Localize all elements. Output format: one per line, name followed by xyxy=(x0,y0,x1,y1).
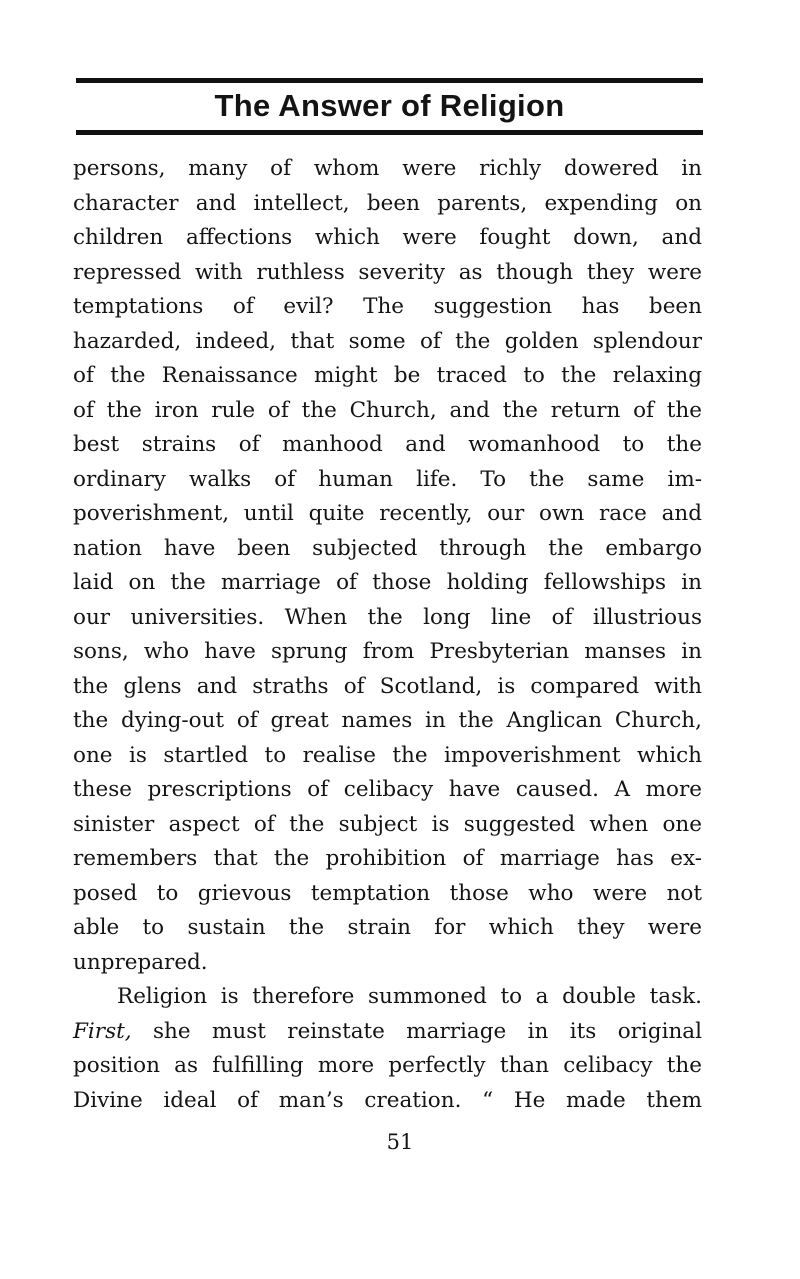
text-span: she must reinstate marriage in its original xyxy=(131,1018,702,1044)
text-line xyxy=(73,1015,702,1050)
running-head: The Answer of Religion xyxy=(214,88,565,123)
text-line: these prescriptions of celibacy have caused. A more xyxy=(73,777,702,802)
text-line: poverishment, until quite recently, our own race and xyxy=(73,501,702,526)
header-rule-top xyxy=(76,78,703,83)
text-line: of the iron rule of the Church, and the return of the xyxy=(73,397,702,423)
text-line: position as fulfilling more perfectly than celibacy the xyxy=(73,1053,702,1078)
page-number: 51 xyxy=(386,1130,414,1154)
text-line: Divine ideal of man’s creation. “ He made them xyxy=(73,1087,702,1113)
text-line: nation have been subjected through the embargo xyxy=(73,535,702,561)
text-line: best strains of manhood and womanhood to the xyxy=(73,432,702,457)
text-line: laid on the marriage of those holding fellowships in xyxy=(73,570,702,595)
text-line: posed to grievous temptation those who were not xyxy=(73,880,702,906)
text-line: our universities. When the long line of illustrious xyxy=(73,604,702,630)
text-line: unprepared. xyxy=(73,949,208,975)
text-line: the dying-out of great names in the Anglican Church, xyxy=(73,708,702,733)
text-line: temptations of evil? The suggestion has been xyxy=(73,294,702,319)
header-rule-bottom xyxy=(76,130,703,135)
text-line: repressed with ruthless severity as though they were xyxy=(73,259,702,285)
text-line: children affections which were fought down, and xyxy=(73,225,702,250)
italic-emphasis: First, xyxy=(73,1018,132,1044)
text-line: Religion is therefore summoned to a double task. xyxy=(117,984,702,1009)
text-line: persons, many of whom were richly dowered in xyxy=(73,156,702,181)
text-line: one is startled to realise the impoverishment which xyxy=(73,742,702,768)
body-text xyxy=(73,152,702,1118)
text-line: hazarded, indeed, that some of the golden splendour xyxy=(73,328,702,354)
text-line: able to sustain the strain for which they were xyxy=(73,915,702,940)
text-line: sons, who have sprung from Presbyterian manses in xyxy=(73,639,702,664)
text-line: character and intellect, been parents, expending on xyxy=(73,190,702,216)
text-line: ordinary walks of human life. To the same im- xyxy=(73,466,702,492)
text-line: sinister aspect of the subject is suggested when one xyxy=(73,811,702,837)
text-line: the glens and straths of Scotland, is compared with xyxy=(73,673,702,699)
text-line: remembers that the prohibition of marriage has ex- xyxy=(73,846,702,871)
text-line: of the Renaissance might be traced to the relaxing xyxy=(73,363,702,388)
